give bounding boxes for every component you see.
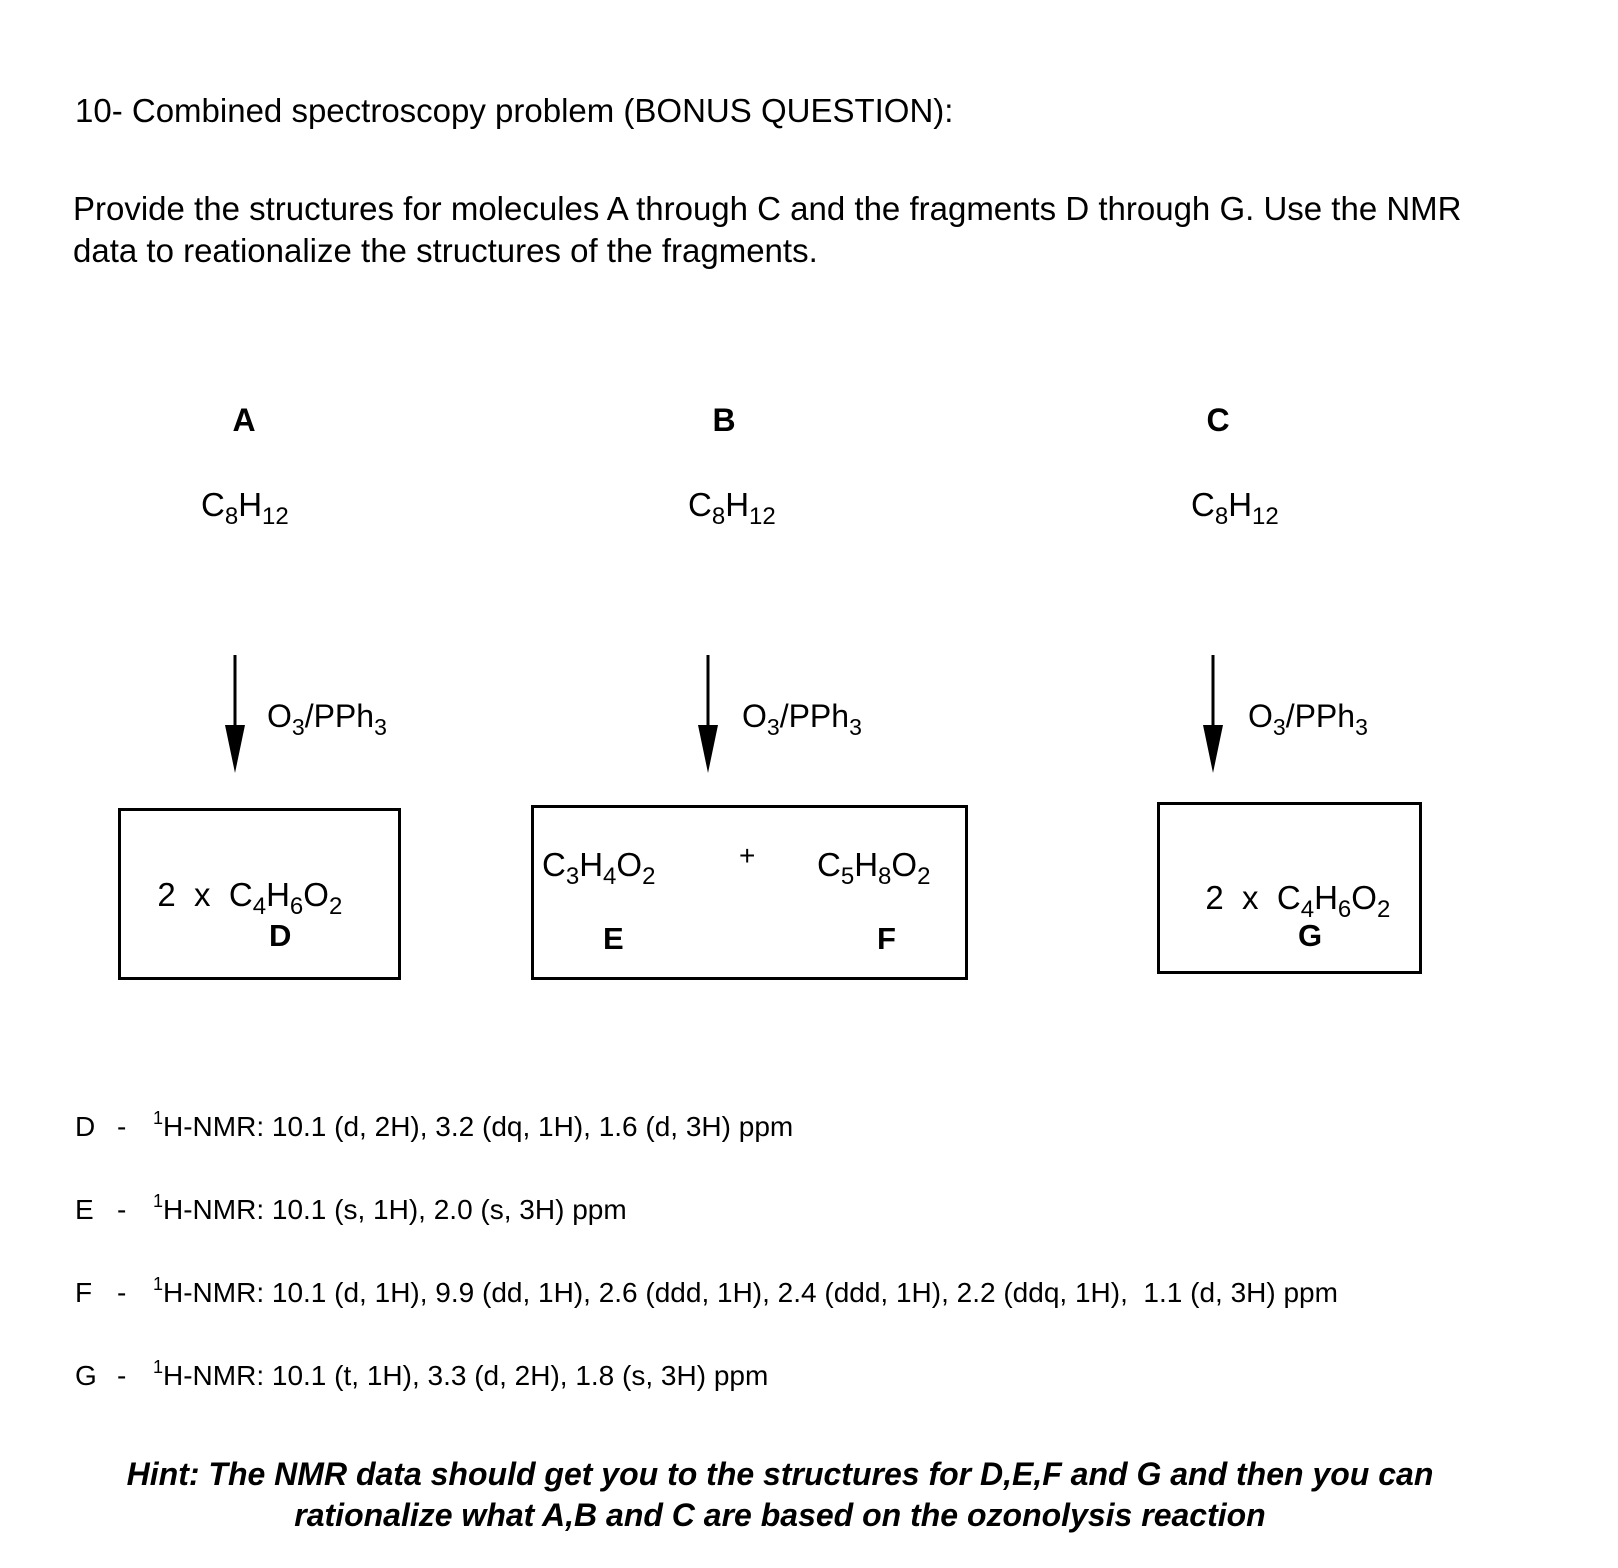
instructions-line-1: Provide the structures for molecules A through C and the fragments D through G. Use the NMR bbox=[73, 190, 1462, 227]
reaction-arrow-b bbox=[693, 655, 723, 775]
product-formula-e: $C_3H_4O_2$ bbox=[542, 846, 656, 890]
nmr-row-e: E - $^1$H-NMR: 10.1 (s, 1H), 2.0 (s, 3H) ppm bbox=[75, 1191, 627, 1225]
product-box-ef bbox=[531, 805, 968, 980]
molecule-formula-c: $C_8H_{12}$ bbox=[1191, 486, 1279, 530]
fragment-label-f: F bbox=[877, 921, 896, 956]
molecule-label-a: A bbox=[232, 402, 256, 438]
fragment-label-d: D bbox=[269, 918, 292, 953]
nmr-row-d: D - $^1$H-NMR: 10.1 (d, 2H), 3.2 (dq, 1H), 1.6 (d, 3H) ppm bbox=[75, 1108, 794, 1142]
hint-line-2: rationalize what A,B and C are based on the ozonolysis reaction bbox=[294, 1497, 1266, 1533]
hint-text bbox=[0, 1454, 1560, 1536]
product-formula-g: 2 x $C_4H_6O_2$ bbox=[1205, 879, 1391, 923]
reagent-b: $O_3/PPh_3$ bbox=[742, 698, 862, 740]
question-instructions bbox=[73, 188, 1593, 272]
nmr-row-f: F - $^1$H-NMR: 10.1 (d, 1H), 9.9 (dd, 1H), 2.6 (ddd, 1H), 2.4 (ddd, 1H), 2.2 (ddq, 1H), 1.1 (d, 3H) ppm bbox=[75, 1274, 1338, 1308]
fragment-label-g: G bbox=[1298, 918, 1323, 953]
molecule-label-c: C bbox=[1206, 402, 1230, 438]
instructions-line-2: data to reationalize the structures of the fragments. bbox=[73, 232, 818, 269]
reagent-a: $O_3/PPh_3$ bbox=[267, 698, 387, 740]
reagent-c: $O_3/PPh_3$ bbox=[1248, 698, 1368, 740]
nmr-row-g: G - $^1$H-NMR: 10.1 (t, 1H), 3.3 (d, 2H), 1.8 (s, 3H) ppm bbox=[75, 1357, 769, 1391]
molecule-label-b: B bbox=[712, 402, 736, 438]
question-title: 10- Combined spectroscopy problem (BONUS QUESTION): bbox=[75, 92, 954, 129]
fragment-label-e: E bbox=[603, 921, 624, 956]
product-formula-f: $C_5H_8O_2$ bbox=[817, 846, 931, 890]
plus-sign: + bbox=[739, 840, 756, 871]
reaction-arrow-c bbox=[1198, 655, 1228, 775]
molecule-formula-a: $C_8H_{12}$ bbox=[201, 486, 289, 530]
reaction-arrow-a bbox=[220, 655, 250, 775]
product-formula-d: 2 x $C_4H_6O_2$ bbox=[157, 876, 343, 920]
molecule-formula-b: $C_8H_{12}$ bbox=[688, 486, 776, 530]
hint-line-1: Hint: The NMR data should get you to the structures for D,E,F and G and then you can bbox=[126, 1456, 1434, 1492]
